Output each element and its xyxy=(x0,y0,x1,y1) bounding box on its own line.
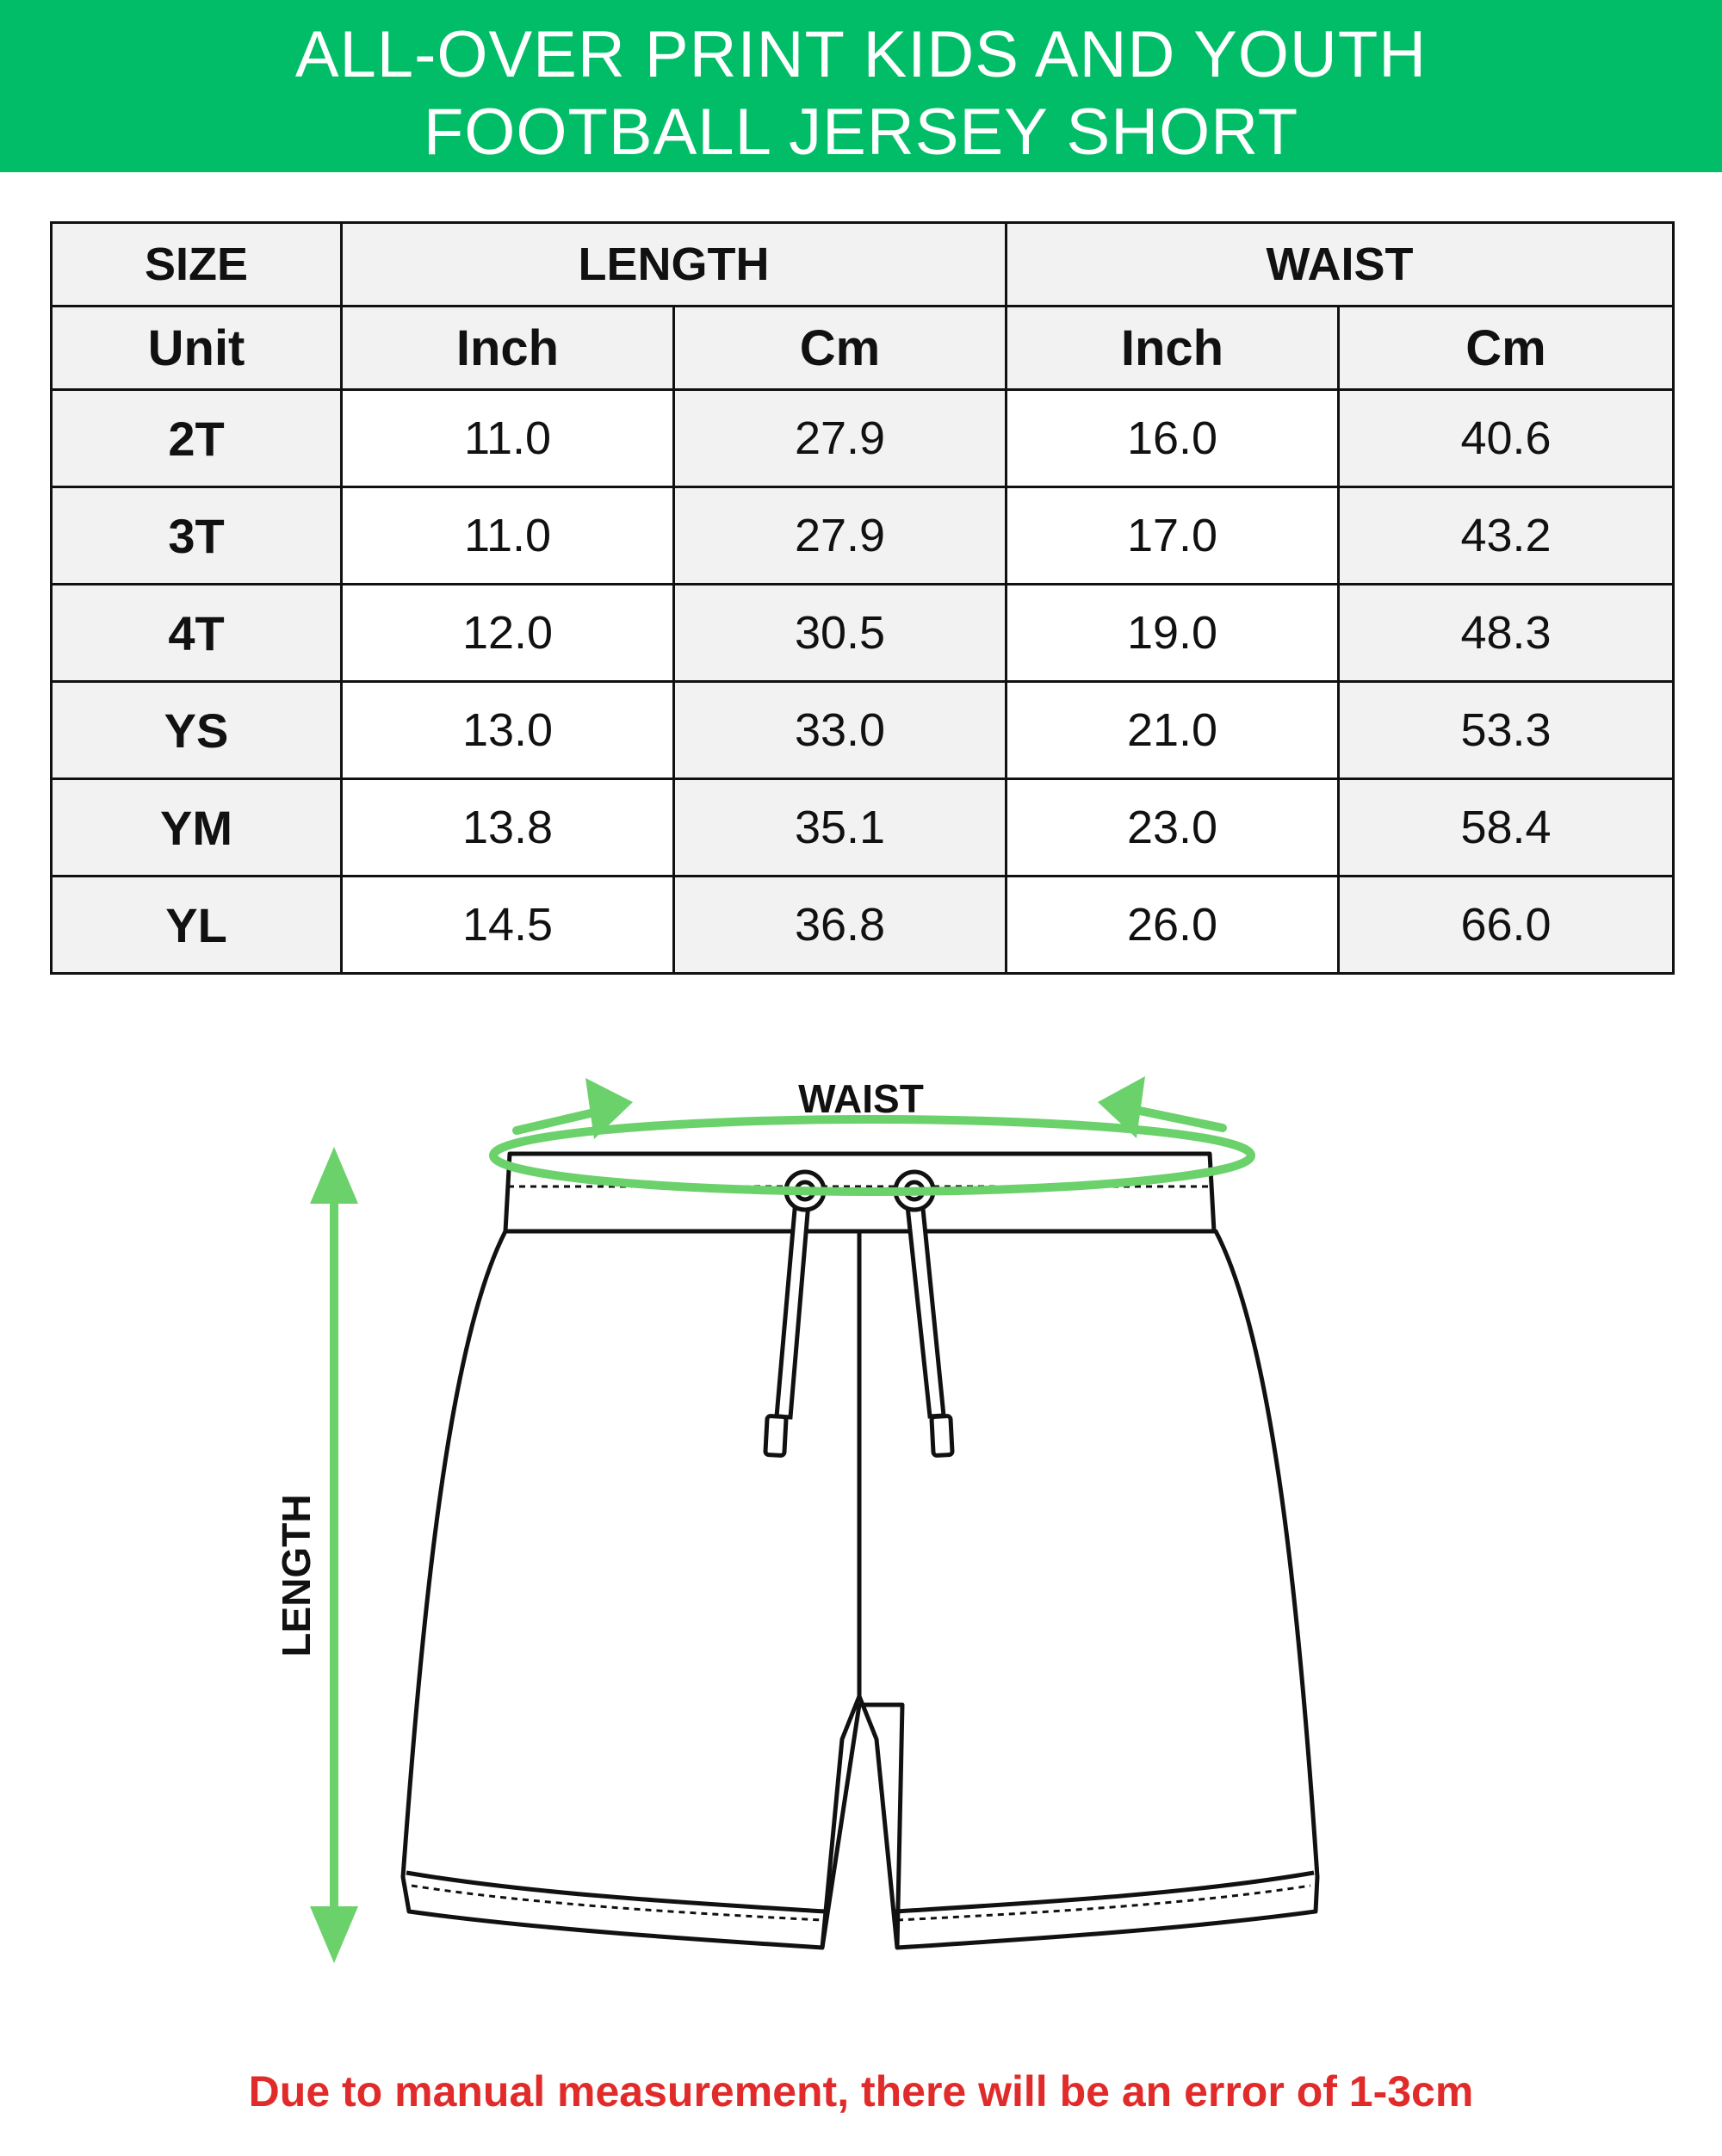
title-banner xyxy=(0,0,1722,172)
length-inch-cell: 11.0 xyxy=(342,390,674,487)
size-cell: 4T xyxy=(52,585,342,682)
table-row xyxy=(52,877,1674,974)
table-row xyxy=(52,487,1674,585)
waist-inch-cell: 23.0 xyxy=(1007,779,1339,877)
length-inch-cell: 13.8 xyxy=(342,779,674,877)
length-inch-cell: 13.0 xyxy=(342,682,674,779)
measurement-error-note: Due to manual measurement, there will be an error of 1-3cm xyxy=(248,2067,1474,2116)
length-inch-cell: 12.0 xyxy=(342,585,674,682)
header-length-inch: Inch xyxy=(342,307,674,390)
waist-cm-cell: 43.2 xyxy=(1339,487,1674,585)
header-waist-inch: Inch xyxy=(1007,307,1339,390)
size-cell: 2T xyxy=(52,390,342,487)
header-length: LENGTH xyxy=(342,223,1007,307)
title-line-1: ALL-OVER PRINT KIDS AND YOUTH xyxy=(294,18,1428,91)
waist-label: WAIST xyxy=(798,1076,924,1121)
size-cell: YL xyxy=(52,877,342,974)
length-cm-cell: 36.8 xyxy=(674,877,1007,974)
length-cm-cell: 27.9 xyxy=(674,487,1007,585)
length-inch-cell: 14.5 xyxy=(342,877,674,974)
waist-cm-cell: 58.4 xyxy=(1339,779,1674,877)
waist-cm-cell: 48.3 xyxy=(1339,585,1674,682)
header-row-units xyxy=(52,307,1674,390)
size-cell: 3T xyxy=(52,487,342,585)
waist-cm-cell: 53.3 xyxy=(1339,682,1674,779)
table-row xyxy=(52,779,1674,877)
waist-inch-cell: 17.0 xyxy=(1007,487,1339,585)
length-label: LENGTH xyxy=(274,1494,319,1657)
waist-inch-cell: 26.0 xyxy=(1007,877,1339,974)
header-size: SIZE xyxy=(52,223,342,307)
size-cell: YS xyxy=(52,682,342,779)
length-cm-cell: 27.9 xyxy=(674,390,1007,487)
waist-inch-cell: 21.0 xyxy=(1007,682,1339,779)
table-row xyxy=(52,390,1674,487)
size-cell: YM xyxy=(52,779,342,877)
waist-inch-cell: 19.0 xyxy=(1007,585,1339,682)
header-length-cm: Cm xyxy=(674,307,1007,390)
length-inch-cell: 11.0 xyxy=(342,487,674,585)
shorts-measurement-diagram xyxy=(0,1016,1722,2015)
header-row-groups xyxy=(52,223,1674,307)
waist-cm-cell: 40.6 xyxy=(1339,390,1674,487)
title-line-2: FOOTBALL JERSEY SHORT xyxy=(423,96,1299,169)
table-row xyxy=(52,682,1674,779)
table-row xyxy=(52,585,1674,682)
shorts-illustration xyxy=(403,1154,1317,1948)
size-chart-table xyxy=(50,221,1675,975)
length-cm-cell: 30.5 xyxy=(674,585,1007,682)
waist-cm-cell: 66.0 xyxy=(1339,877,1674,974)
length-cm-cell: 33.0 xyxy=(674,682,1007,779)
header-waist: WAIST xyxy=(1007,223,1674,307)
header-unit: Unit xyxy=(52,307,342,390)
waist-inch-cell: 16.0 xyxy=(1007,390,1339,487)
length-cm-cell: 35.1 xyxy=(674,779,1007,877)
header-waist-cm: Cm xyxy=(1339,307,1674,390)
